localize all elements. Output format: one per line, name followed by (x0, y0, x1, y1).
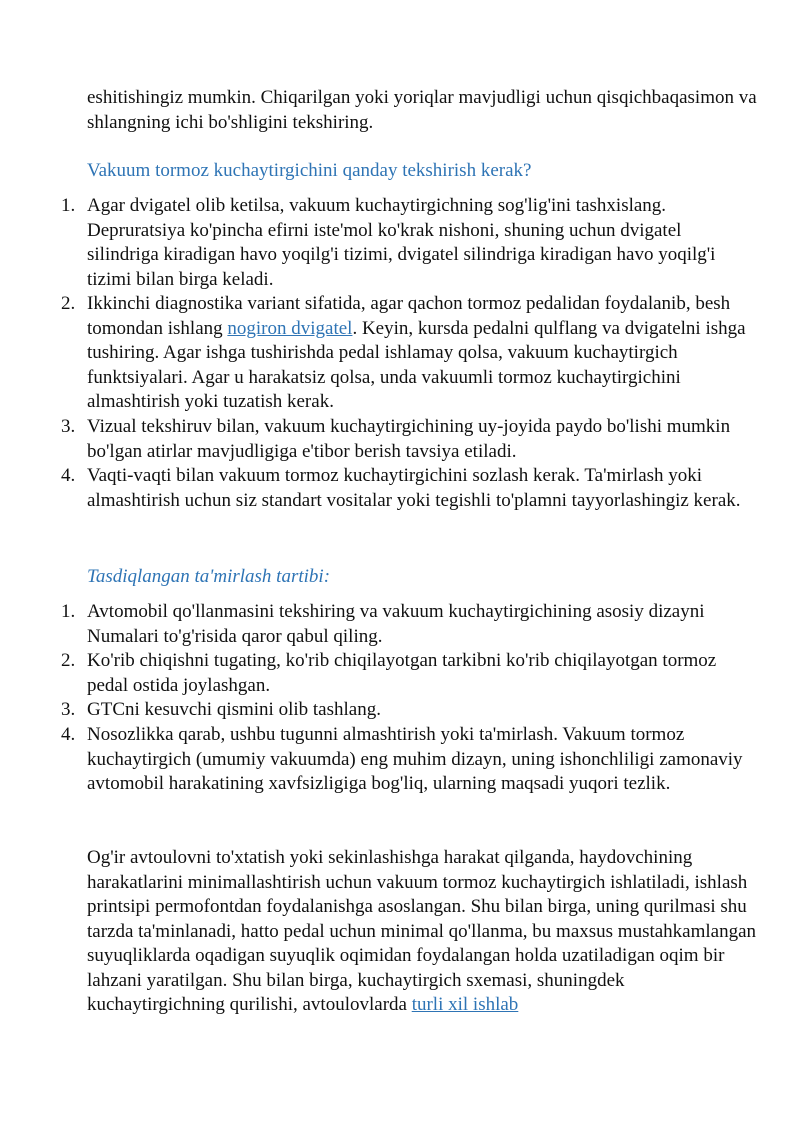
link-turli-xil-ishlab[interactable]: turli xil ishlab (411, 994, 519, 1015)
section-heading-check: Vakuum tormoz kuchaytirgichini qanday tekshirish kerak? (87, 160, 532, 181)
list-item-text: Vizual tekshiruv bilan, vakuum kuchaytirgichining uy-joyida paydo bo'lishi mumkin bo'lgan atirlar mavjudligiga e'tibor berish tavsiya etiladi. (87, 416, 731, 462)
link-nogiron-dvigatel[interactable]: nogiron dvigatel (227, 317, 353, 339)
list-number: 4. (61, 724, 76, 745)
closing-paragraph (87, 846, 767, 1018)
list-number: 2. (61, 293, 76, 314)
list-number: 3. (61, 699, 76, 720)
list-item-text-after: . Keyin, kursda pedalni qulflang va dvigatelni ishga tushiring. Agar ishga tushirishda pedal ishlamay qolsa, vakuum kuchaytirgich funktsiyalari. Agar u harakatsiz qolsa, unda vakuumli tormoz kuchaytirgichini almashtirish yoki tuzatish kerak. (87, 317, 746, 412)
list-number: 3. (61, 416, 76, 437)
list-number: 2. (61, 650, 76, 671)
list-number: 1. (61, 195, 76, 216)
list-item-text: Avtomobil qo'llanmasini tekshiring va vakuum kuchaytirgichining asosiy dizayni Numalari to'g'risida qaror qabul qiling. (87, 601, 705, 647)
intro-paragraph: eshitishingiz mumkin. Chiqarilgan yoki yoriqlar mavjudligi uchun qisqichbaqasimon va shlangning ichi bo'shligini tekshiring. (87, 87, 757, 133)
list-item-text: GTCni kesuvchi qismini olib tashlang. (87, 699, 381, 720)
list-item-text: Ko'rib chiqishni tugating, ko'rib chiqilayotgan tarkibni ko'rib chiqilayotgan tormoz pedal ostida joylashgan. (87, 650, 717, 696)
list-item-text-before: Ikkinchi diagnostika variant sifatida, agar qachon tormoz pedalidan foydalanib, besh tomondan ishlang (87, 293, 731, 339)
list-number: 4. (61, 465, 76, 486)
list-item-text: Vaqti-vaqti bilan vakuum tormoz kuchaytirgichini sozlash kerak. Ta'mirlash yoki almashtirish uchun siz standart vositalar yoki tegishli to'plamni tayyorlashingiz kerak. (87, 465, 741, 511)
list-item-text: Agar dvigatel olib ketilsa, vakuum kuchaytirgichning sog'lig'ini tashxislang. Depruratsiya ko'pincha efirni iste'mol ko'krak nishoni, shuning uchun dvigatel silindriga kiradigan havo yoqilg'i tizimi, dvigatel silindriga kiradigan havo yoqilg'i tizimi bilan birga keladi. (87, 195, 716, 290)
list-number: 1. (61, 601, 76, 622)
list-item-text (87, 292, 753, 415)
closing-text: Og'ir avtoulovni to'xtatish yoki sekinlashishga harakat qilganda, haydovchining harakatlarini minimallashtirish uchun vakuum tormoz kuchaytirgich ishlatiladi, ishlash printsipi permofontdan foydalanishga asoslangan. Shu bilan birga, uning qurilmasi shu tarzda ta'minlanadi, hatto pedal uchun minimal qo'llanma, bu maxsus mustahkamlangan suyuqliklarda oqadigan suyuqlik oqimidan foydalangan holda uzatiladigan oqim bir lahzani yaratilgan. Shu bilan birga, kuchaytirgich sxemasi, shuningdek kuchaytirgichning qurilishi, avtoulovlarda (87, 847, 757, 1015)
section-heading-repair: Tasdiqlangan ta'mirlash tartibi: (87, 566, 331, 587)
list-item-text: Nosozlikka qarab, ushbu tugunni almashtirish yoki ta'mirlash. Vakuum tormoz kuchaytirgich (umumiy vakuumda) eng muhim dizayn, uning ishonchliligi zamonaviy avtomobil harakatining xavfsizligiga bog'liq, ularning maqsadi yuqori tezlik. (87, 724, 743, 794)
